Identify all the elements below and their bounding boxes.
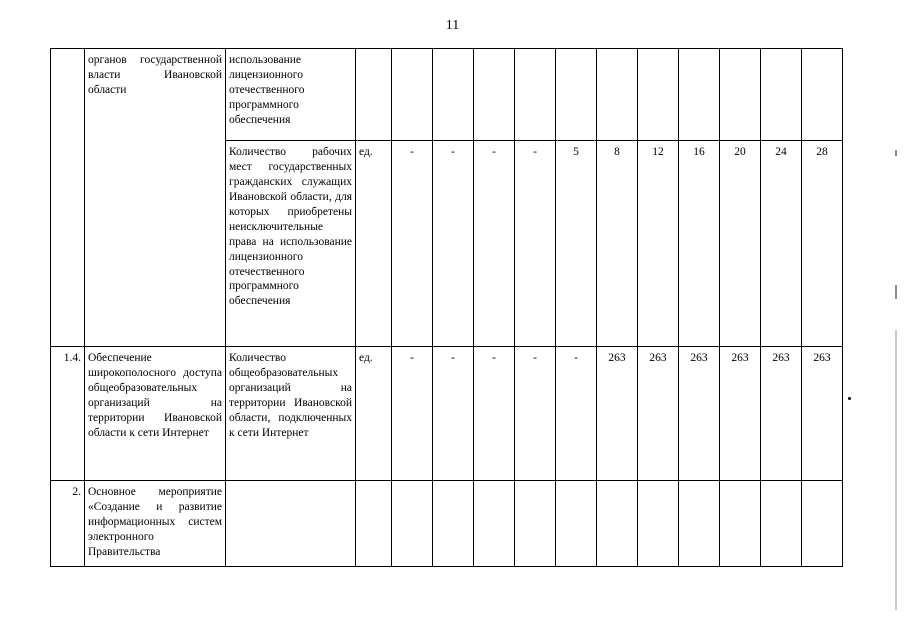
value-cell bbox=[679, 49, 720, 141]
value-cell: 263 bbox=[802, 347, 843, 481]
value-cell bbox=[638, 49, 679, 141]
value-cell bbox=[761, 49, 802, 141]
value-cell bbox=[515, 481, 556, 567]
value-cell bbox=[597, 49, 638, 141]
table-row bbox=[51, 49, 843, 141]
indicator-cell bbox=[226, 481, 356, 567]
value-cell: 263 bbox=[720, 347, 761, 481]
value-cell bbox=[515, 49, 556, 141]
value-cell bbox=[720, 481, 761, 567]
unit-cell: ед. bbox=[356, 347, 392, 481]
row-number-cell: 1.4. bbox=[51, 347, 85, 481]
activity-name-cell: органов государственной власти Ивановской области bbox=[85, 49, 226, 347]
value-cell bbox=[433, 49, 474, 141]
scan-edge-mark bbox=[895, 285, 897, 299]
value-cell: 20 bbox=[720, 141, 761, 347]
value-cell: - bbox=[515, 141, 556, 347]
value-cell: - bbox=[392, 347, 433, 481]
value-cell bbox=[597, 481, 638, 567]
value-cell bbox=[474, 481, 515, 567]
value-cell: 8 bbox=[597, 141, 638, 347]
value-cell bbox=[679, 481, 720, 567]
unit-cell bbox=[356, 481, 392, 567]
value-cell: 263 bbox=[638, 347, 679, 481]
table-row bbox=[51, 347, 843, 481]
table-row bbox=[51, 481, 843, 567]
value-cell: 263 bbox=[597, 347, 638, 481]
value-cell bbox=[474, 49, 515, 141]
value-cell: - bbox=[474, 347, 515, 481]
value-cell: - bbox=[392, 141, 433, 347]
value-cell bbox=[802, 481, 843, 567]
value-cell: 5 bbox=[556, 141, 597, 347]
value-cell: - bbox=[556, 347, 597, 481]
value-cell bbox=[802, 49, 843, 141]
value-cell: 12 bbox=[638, 141, 679, 347]
row-number-cell: 2. bbox=[51, 481, 85, 567]
value-cell bbox=[556, 49, 597, 141]
value-cell: 16 bbox=[679, 141, 720, 347]
value-cell bbox=[392, 49, 433, 141]
activity-name-cell: Основное мероприятие «Создание и развитие информационных систем электронного Правительства bbox=[85, 481, 226, 567]
stray-mark bbox=[848, 397, 851, 400]
value-cell: - bbox=[433, 141, 474, 347]
value-cell bbox=[556, 481, 597, 567]
unit-cell bbox=[356, 49, 392, 141]
value-cell bbox=[761, 481, 802, 567]
scan-edge-mark bbox=[895, 330, 897, 610]
value-cell: - bbox=[433, 347, 474, 481]
value-cell: 263 bbox=[679, 347, 720, 481]
unit-cell: ед. bbox=[356, 141, 392, 347]
value-cell: 28 bbox=[802, 141, 843, 347]
row-number-cell bbox=[51, 49, 85, 347]
page-number: 11 bbox=[445, 18, 460, 33]
indicator-cell: использование лицензионного отечественного программного обеспечения bbox=[226, 49, 356, 141]
indicators-table bbox=[50, 48, 843, 567]
scan-edge-mark bbox=[895, 150, 897, 156]
activity-name-cell: Обеспечение широкополосного доступа общеобразовательных организаций на территории Ивановской области к сети Интернет bbox=[85, 347, 226, 481]
value-cell bbox=[638, 481, 679, 567]
value-cell: - bbox=[515, 347, 556, 481]
value-cell: 24 bbox=[761, 141, 802, 347]
indicator-cell: Количество общеобразовательных организаций на территории Ивановской области, подключенных к сети Интернет bbox=[226, 347, 356, 481]
indicator-cell: Количество рабочих мест государственных гражданских служащих Ивановской области, для которых приобретены неисключительные права на использование лицензионного отечественного программного обеспечения bbox=[226, 141, 356, 347]
value-cell: 263 bbox=[761, 347, 802, 481]
value-cell bbox=[392, 481, 433, 567]
value-cell bbox=[433, 481, 474, 567]
value-cell bbox=[720, 49, 761, 141]
value-cell: - bbox=[474, 141, 515, 347]
